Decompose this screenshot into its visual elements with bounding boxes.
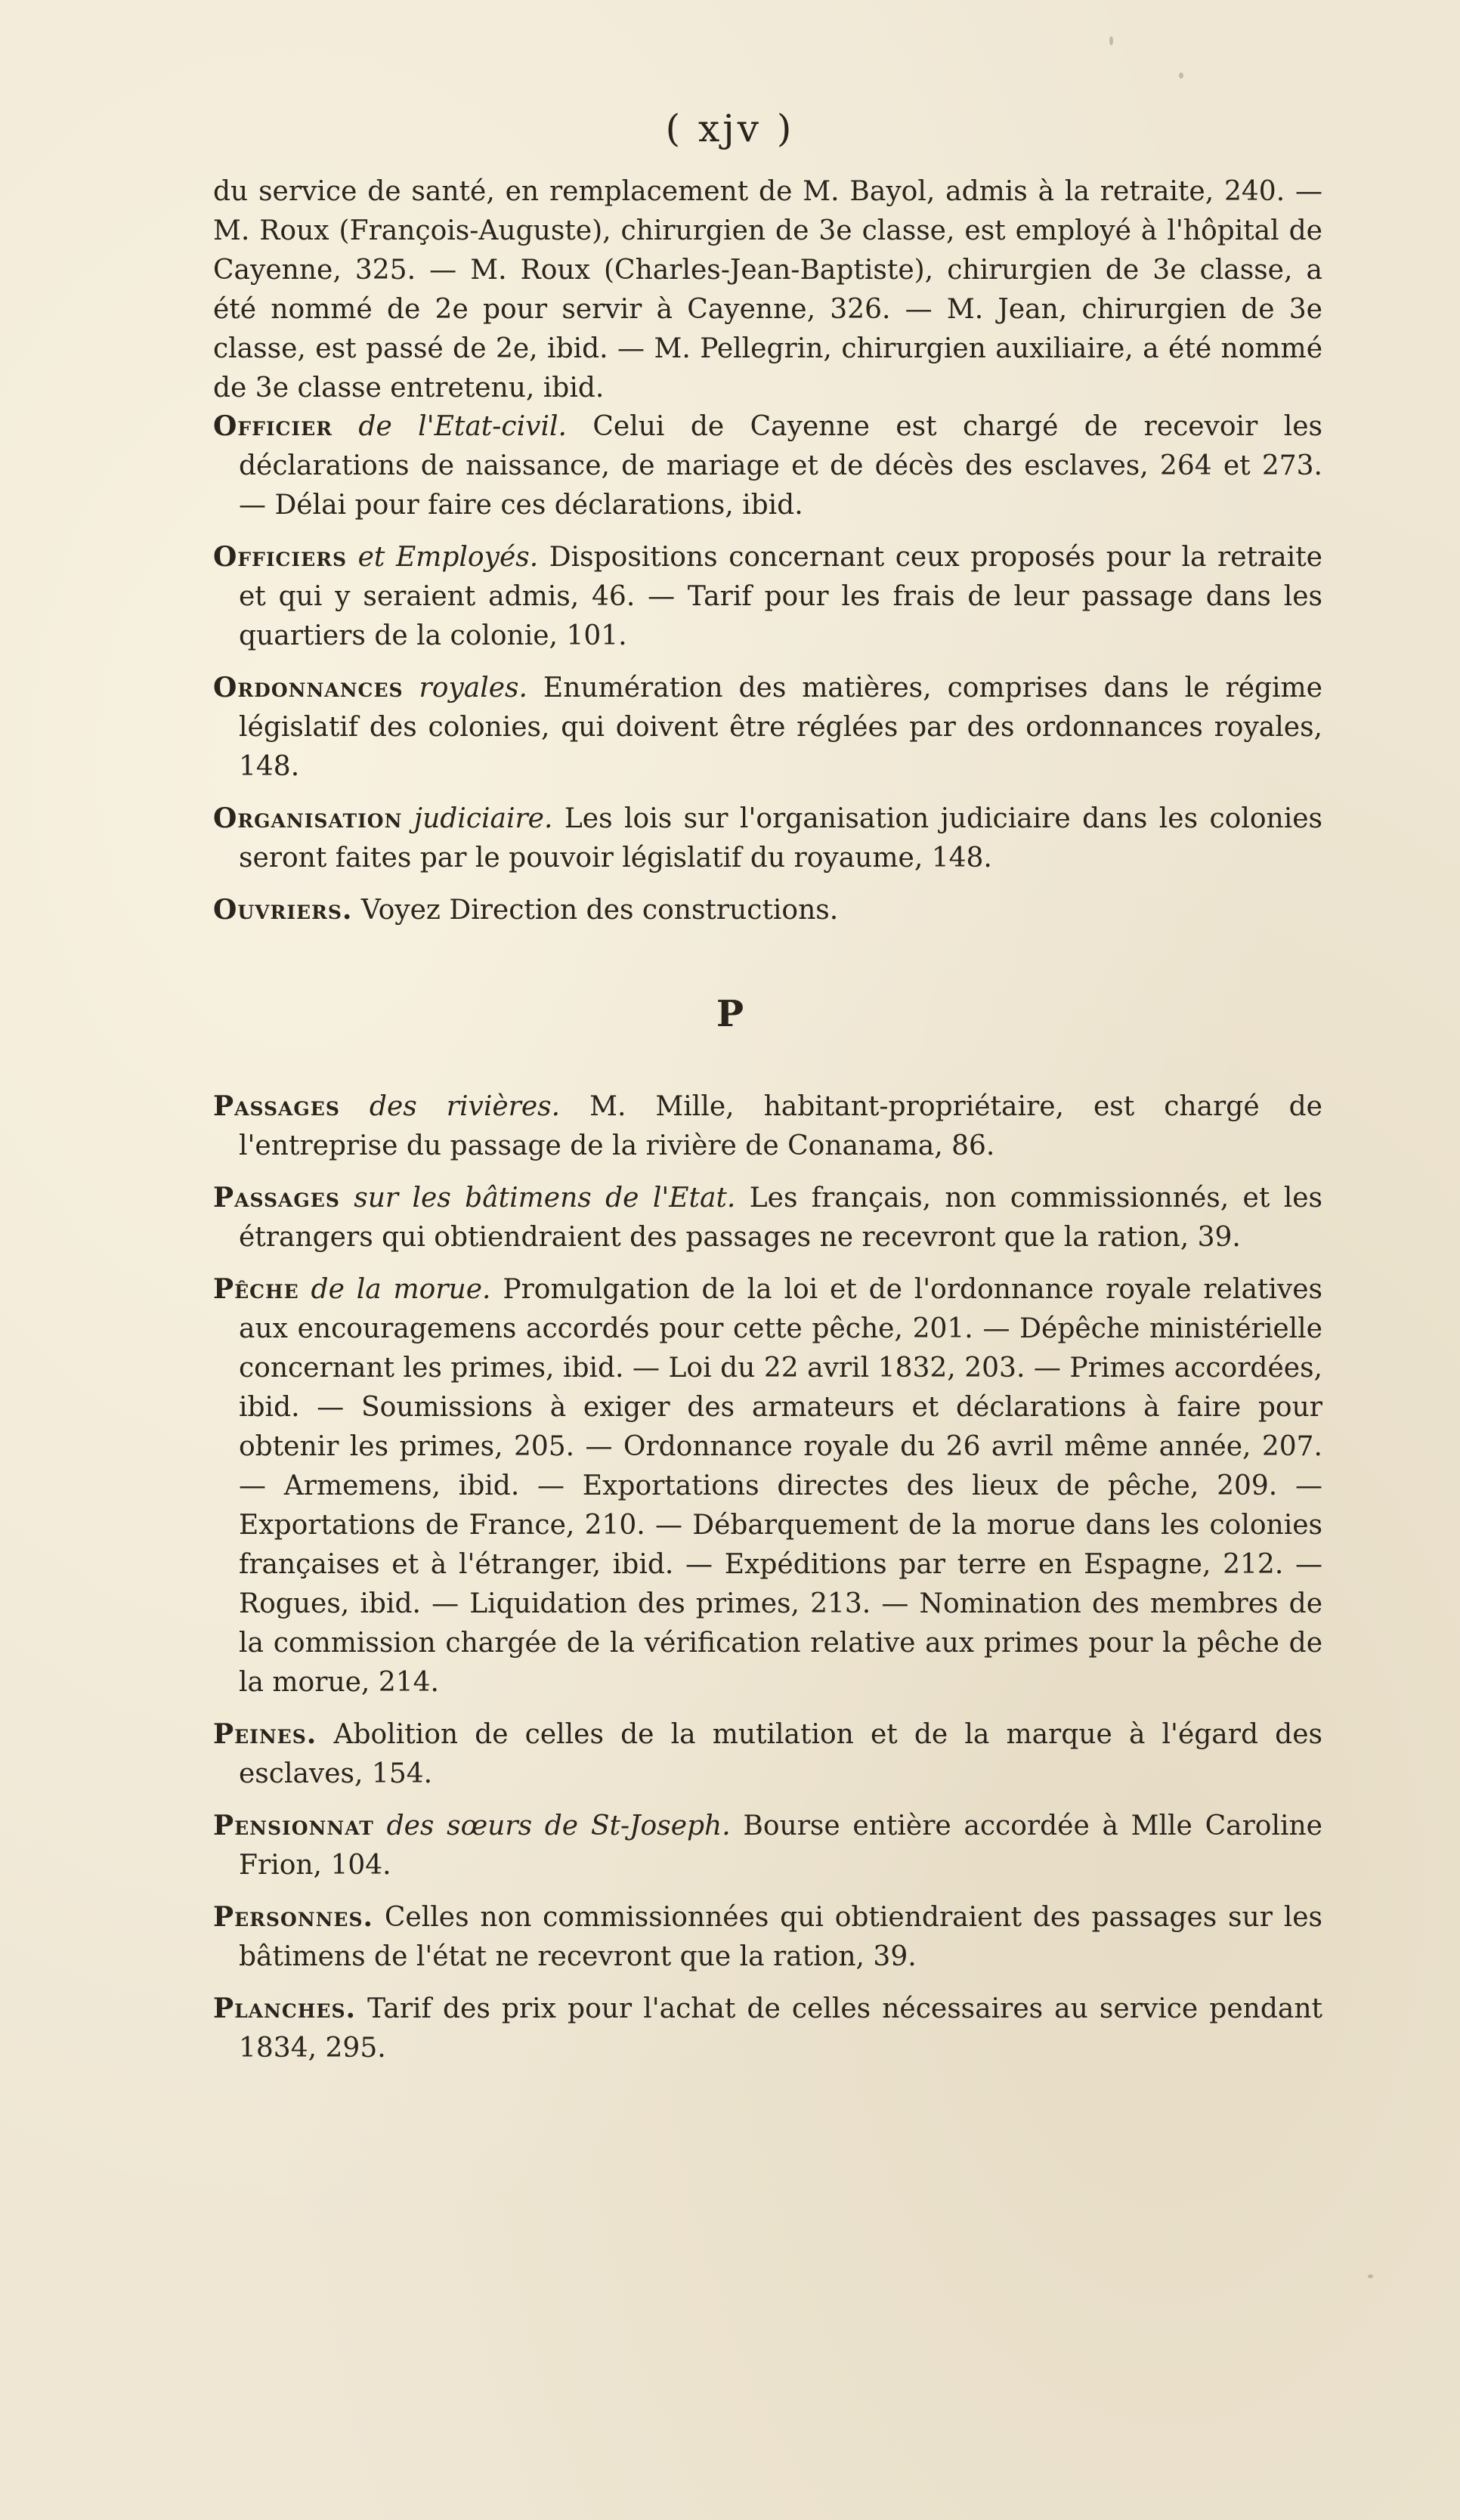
entry-qualifier: de l'Etat-civil. (358, 411, 567, 442)
index-entry (213, 1897, 1322, 1977)
entry-term: Planches. (213, 1993, 357, 2024)
entry-qualifier: royales. (419, 673, 527, 703)
entry-text: Promulgation de la loi et de l'ordonnance royale relatives aux encouragemens accordés pour cette pêche, 201. — Dépêche ministérielle concernant les primes, ibid. — Loi du 22 avril 1832, 203. — Primes accordées, ibid. — Soumissions à exiger des armateurs et déclarations à faire pour obtenir les primes, 205. — Ordonnance royale du 26 avril même année, 207. — Armemens, ibid. — Exportations directes des lieux de pêche, 209. — Exportations de France, 210. — Débarquement de la morue dans les colonies françaises et à l'étranger, ibid. — Expéditions par terre en Espagne, 212. — Rogues, ibid. — Liquidation des primes, 213. — Nomination des membres de la commission chargée de la vérification relative aux primes pour la pêche de la morue, 214. (239, 1274, 1323, 1698)
entry-term: Organisation (213, 802, 403, 834)
index-entry (213, 1715, 1322, 1794)
index-entry (213, 1178, 1322, 1257)
entry-term: Ouvriers. (213, 894, 353, 926)
ink-speck (1179, 73, 1183, 79)
index-entry (213, 1087, 1322, 1166)
index-entry (213, 799, 1322, 878)
ink-speck (1109, 36, 1113, 45)
entry-qualifier: judiciaire. (413, 803, 553, 834)
index-entry (213, 1806, 1322, 1885)
index-entry (213, 1989, 1322, 2068)
index-entry (213, 890, 1322, 930)
entry-text: Les lois sur l'organisation judiciaire dans les colonies seront faites par le pouvoir législatif du royaume, 148. (239, 803, 1322, 873)
entry-term: Ordonnances (213, 672, 404, 703)
entry-text: Enumération des matières, comprises dans le régime législatif des colonies, qui doivent être réglées par des ordonnances royales, 148. (239, 673, 1322, 782)
entry-term: Passages (213, 1182, 340, 1214)
entry-term: Pêche (213, 1273, 299, 1305)
entry-term: Personnes. (213, 1901, 374, 1933)
entry-text: M. Mille, habitant-propriétaire, est chargé de l'entreprise du passage de la rivière de Conanama, 86. (239, 1091, 1322, 1161)
index-entry (213, 407, 1322, 525)
entry-text: Tarif des prix pour l'achat de celles nécessaires au service pendant 1834, 295. (239, 1993, 1322, 2064)
section-p (213, 1087, 1322, 2068)
index-entry (213, 668, 1322, 787)
index-entry (213, 537, 1322, 656)
entry-text: Voyez Direction des constructions. (360, 895, 839, 926)
entry-term: Passages (213, 1090, 340, 1122)
entry-text: Abolition de celles de la mutilation et de la marque à l'égard des esclaves, 154. (239, 1719, 1322, 1789)
entry-qualifier: sur les bâtimens de l'Etat. (354, 1183, 736, 1214)
section-letter: P (716, 993, 744, 1035)
entry-text: Celui de Cayenne est chargé de recevoir les déclarations de naissance, de mariage et de décès des esclaves, 264 et 273. — Délai pour faire ces déclarations, ibid. (239, 411, 1322, 521)
entry-qualifier: des sœurs de St-Joseph. (386, 1810, 731, 1841)
entry-text: Les français, non commissionnés, et les étrangers qui obtiendraient des passages ne recevront que la ration, 39. (239, 1183, 1322, 1253)
entry-term: Officiers (213, 541, 348, 573)
entry-term: Peines. (213, 1718, 317, 1750)
page-number: ( xjv ) (665, 107, 795, 150)
entry-text: Bourse entière accordée à Mlle Caroline Frion, 104. (239, 1810, 1322, 1881)
entry-qualifier: des rivières. (369, 1091, 561, 1122)
section-o (213, 407, 1322, 930)
entry-term: Officier (213, 410, 333, 442)
entry-text: Dispositions concernant ceux proposés pour la retraite et qui y seraient admis, 46. — Tarif pour les frais de leur passage dans les quartiers de la colonie, 101. (239, 542, 1322, 651)
entry-text: Celles non commissionnées qui obtiendraient des passages sur les bâtimens de l'état ne recevront que la ration, 39. (239, 1902, 1322, 1972)
entry-term: Pensionnat (213, 1810, 374, 1841)
entry-qualifier: et Employés. (357, 542, 539, 573)
ink-speck (1368, 2274, 1373, 2278)
entry-qualifier: de la morue. (311, 1274, 491, 1305)
continuation-text: du service de santé, en remplacement de M. Bayol, admis à la retraite, 240. — M. Roux (François-Auguste), chirurgien de 3e classe, est employé à l'hôpital de Cayenne, 325. — M. Roux (Charles-Jean-Baptiste), chirurgien de 3e classe, a été nommé de 2e pour servir à Cayenne, 326. — M. Jean, chirurgien de 3e classe, est passé de 2e, ibid. — M. Pellegrin, chirurgien auxiliaire, a été nommé de 3e classe entretenu, ibid. (213, 176, 1322, 404)
index-entry (213, 1269, 1322, 1702)
